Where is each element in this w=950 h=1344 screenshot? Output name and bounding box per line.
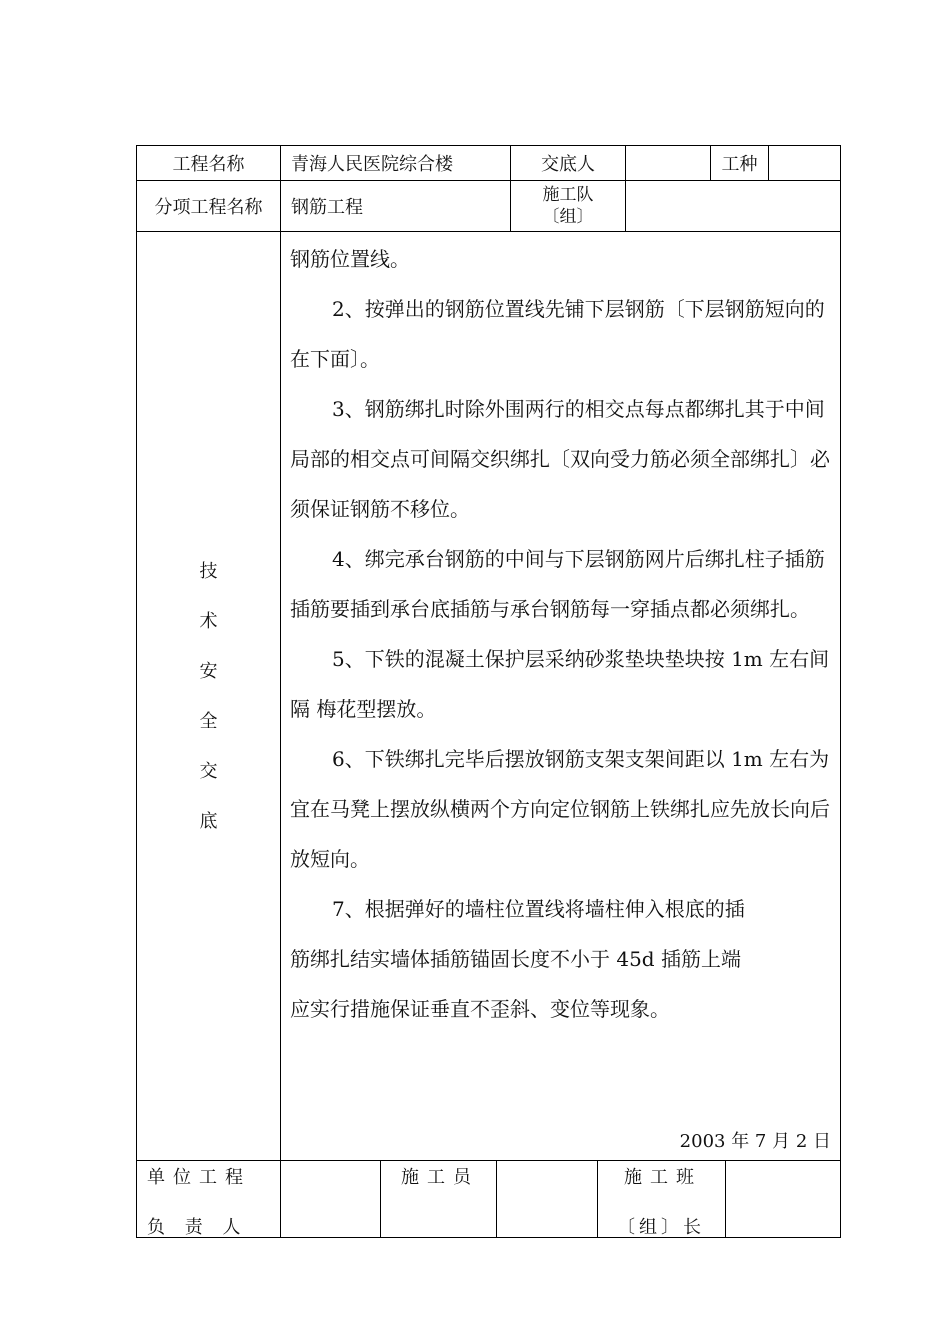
unit-leader-label-2: 负 责 人 — [147, 1217, 243, 1238]
row-divider — [136, 231, 841, 232]
side-char: 交 — [199, 761, 218, 782]
builder-label: 施工员 — [401, 1167, 479, 1188]
disclosure-content — [290, 234, 832, 1034]
row-divider — [136, 1160, 841, 1161]
side-char: 术 — [199, 611, 218, 632]
content-paragraph: 应实行措施保证垂直不歪斜、变位等现象。 — [290, 997, 670, 1021]
team-label-line-1: 施工队 — [542, 185, 594, 205]
project-name-value: 青海人民医院综合楼 — [291, 154, 453, 175]
side-char: 全 — [199, 711, 218, 732]
col-divider — [496, 1160, 497, 1238]
team-label-line-2: 〔组〕 — [542, 207, 594, 227]
content-paragraph: 钢筋位置线。 — [290, 247, 410, 271]
sub-project-value: 钢筋工程 — [291, 197, 363, 218]
content-paragraph: 2、按弹出的钢筋位置线先铺下层钢筋〔下层钢筋短向的在下面〕。 — [290, 297, 825, 371]
col-divider — [597, 1160, 598, 1238]
unit-leader-label-1: 单位工程 — [147, 1167, 251, 1188]
content-paragraph: 7、根据弹好的墙柱位置线将墙柱伸入根底的插筋绑扎结实墙体插筋锚固长度不小于 45d 插筋上端 — [290, 897, 745, 971]
disclosure-date: 2003 年 7 月 2 日 — [679, 1131, 831, 1152]
side-char: 技 — [199, 561, 218, 582]
content-paragraph: 3、钢筋绑扎时除外围两行的相交点每点都绑扎其于中间局部的相交点可间隔交织绑扎〔双向受力筋必须全部绑扎〕必须保证钢筋不移位。 — [290, 397, 830, 521]
content-paragraph: 4、绑完承台钢筋的中间与下层钢筋网片后绑扎柱子插筋插筋要插到承台底插筋与承台钢筋每一穿插点都必须绑扎。 — [290, 547, 825, 621]
work-type-value — [769, 146, 840, 180]
col-divider — [280, 145, 281, 1160]
team-label — [511, 181, 625, 231]
content-paragraph: 6、下铁绑扎完毕后摆放钢筋支架支架间距以 1m 左右为宜在马凳上摆放纵横两个方向定位钢筋上铁绑扎应先放长向后放短向。 — [290, 747, 830, 871]
col-divider — [380, 1160, 381, 1238]
discloser-value — [626, 146, 710, 180]
team-leader-label-2: 〔组〕长 — [617, 1217, 705, 1238]
work-type-label: 工种 — [721, 154, 758, 175]
team-leader-label-1: 施工班 — [624, 1167, 702, 1188]
col-divider — [280, 1160, 281, 1238]
sub-project-label: 分项工程名称 — [154, 197, 263, 218]
project-name-label: 工程名称 — [172, 154, 245, 175]
side-char: 安 — [199, 661, 218, 682]
team-value — [626, 181, 840, 231]
technical-safety-disclosure-label — [137, 555, 280, 855]
discloser-label: 交底人 — [541, 154, 595, 175]
side-char: 底 — [199, 811, 218, 832]
col-divider — [725, 1160, 726, 1238]
content-paragraph: 5、下铁的混凝土保护层采纳砂浆垫块垫块按 1m 左右间隔 梅花型摆放。 — [290, 647, 830, 721]
